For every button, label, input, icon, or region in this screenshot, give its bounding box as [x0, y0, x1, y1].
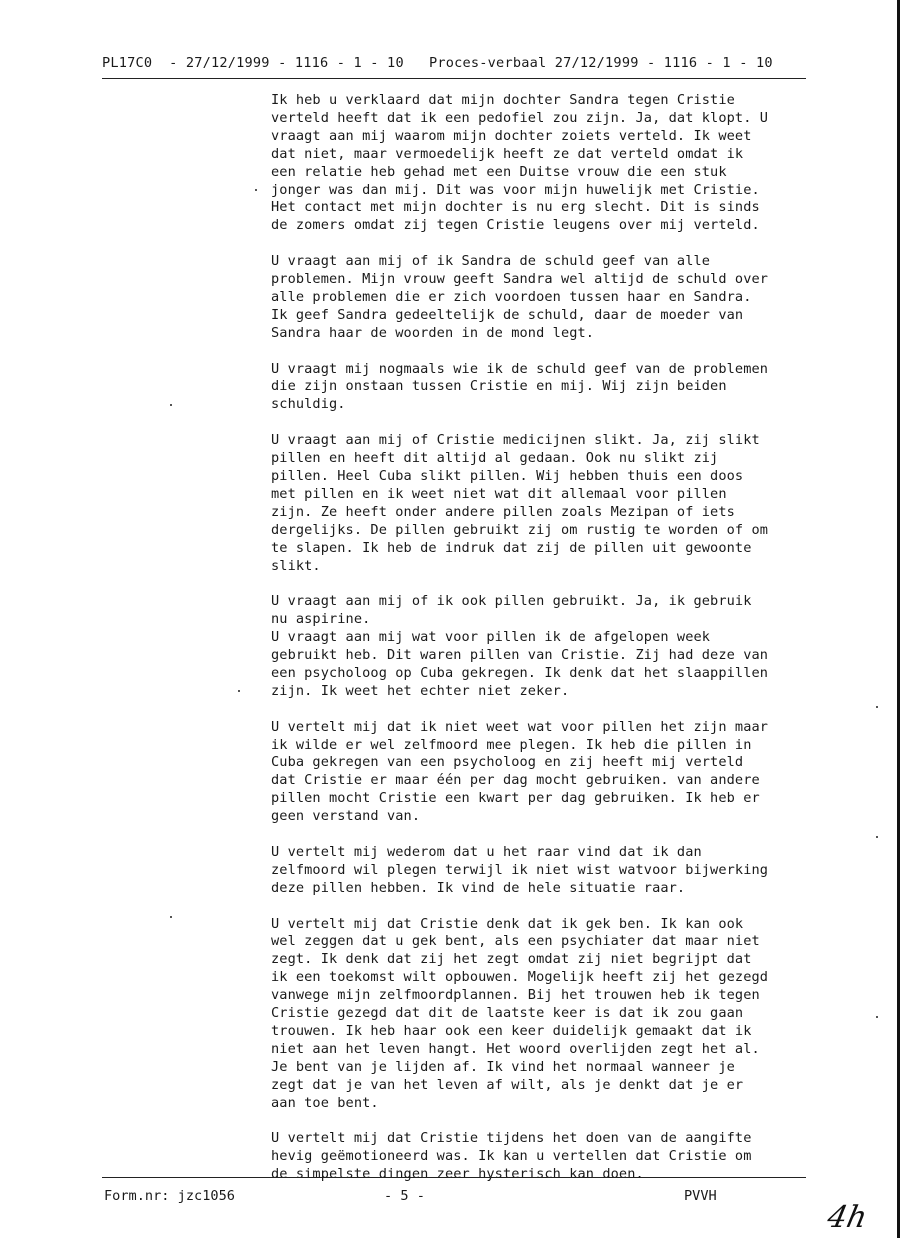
text-line: zijn. Ik weet het echter niet zeker.: [271, 682, 570, 699]
text-line: vanwege mijn zelfmoordplannen. Bij het trouwen heb ik tegen: [271, 987, 760, 1004]
text-line: de zomers omdat zij tegen Cristie leugens over mij verteld.: [271, 217, 760, 234]
text-line: zijn. Ze heeft onder andere pillen zoals Mezipan of iets: [271, 503, 735, 520]
text-line: de simpelste dingen zeer hysterisch kan doen.: [271, 1166, 644, 1183]
text-line: U vertelt mij wederom dat u het raar vind dat ik dan: [271, 843, 702, 860]
text-line: dergelijks. De pillen gebruikt zij om rustig te worden of om: [271, 521, 769, 538]
text-line: U vraagt aan mij wat voor pillen ik de afgelopen week: [271, 629, 711, 646]
scan-speck: [170, 916, 172, 918]
text-line: pillen. Heel Cuba slikt pillen. Wij hebben thuis een doos: [271, 467, 744, 484]
paragraph: [271, 629, 811, 701]
text-line: wel zeggen dat u gek bent, als een psychiater dat maar niet: [271, 933, 760, 950]
text-line: trouwen. Ik heb haar ook een keer duidelijk gemaakt dat ik: [271, 1023, 752, 1040]
scan-speck: [876, 706, 878, 708]
text-line: nu aspirine.: [271, 611, 371, 628]
text-line: dat Cristie er maar één per dag mocht gebruiken. van andere: [271, 772, 760, 789]
text-line: verteld heeft dat ik een pedofiel zou zijn. Ja, dat klopt. U: [271, 109, 769, 126]
form-number: Form.nr: jzc1056: [104, 1188, 235, 1204]
document-body: [271, 92, 811, 1184]
text-line: zelfmoord wil plegen terwijl ik niet wist watvoor bijwerking: [271, 861, 769, 878]
text-line: aan toe bent.: [271, 1094, 379, 1111]
text-line: pillen en heeft dit altijd al gedaan. Ook nu slikt zij: [271, 450, 719, 467]
text-line: te slapen. Ik heb de indruk dat zij de pillen uit gewoonte: [271, 539, 752, 556]
text-line: Sandra haar de woorden in de mond legt.: [271, 324, 595, 341]
paragraph: [271, 593, 811, 629]
scan-speck: [170, 404, 172, 406]
text-line: U vraagt aan mij of ik Sandra de schuld geef van alle: [271, 253, 711, 270]
text-line: Je bent van je lijden af. Ik vind het normaal wanneer je: [271, 1058, 735, 1075]
text-line: alle problemen die er zich voordoen tussen haar en Sandra.: [271, 288, 752, 305]
text-line: niet aan het leven hangt. Het woord overlijden zegt het al.: [271, 1040, 760, 1057]
text-line: Ik heb u verklaard dat mijn dochter Sandra tegen Cristie: [271, 92, 735, 108]
text-line: deze pillen hebben. Ik vind de hele situatie raar.: [271, 879, 686, 896]
text-line: ik een toekomst wilt opbouwen. Mogelijk heeft zij het gezegd: [271, 969, 769, 986]
text-line: die zijn onstaan tussen Cristie en mij. Wij zijn beiden: [271, 378, 727, 395]
text-line: zegt. Ik denk dat zij het zegt omdat zij niet begrijpt dat: [271, 951, 752, 968]
text-line: vraagt aan mij waarom mijn dochter zoiets verteld. Ik weet: [271, 127, 752, 144]
footer-rule: [102, 1177, 806, 1178]
text-line: dat niet, maar vermoedelijk heeft ze dat verteld omdat ik: [271, 145, 744, 162]
page-number: - 5 -: [384, 1188, 425, 1204]
text-line: Het contact met mijn dochter is nu erg slecht. Dit is sinds: [271, 199, 760, 216]
paragraph: [271, 92, 811, 235]
text-line: Cristie gezegd dat dit de laatste keer is dat ik zou gaan: [271, 1005, 744, 1022]
paragraph: [271, 361, 811, 415]
document-header: PL17C0 - 27/12/1999 - 1116 - 1 - 10 Proces-verbaal 27/12/1999 - 1116 - 1 - 10: [102, 55, 773, 71]
text-line: gebruikt heb. Dit waren pillen van Cristie. Zij had deze van: [271, 647, 769, 664]
officer-initials: PVVH: [684, 1188, 717, 1204]
text-line: U vertelt mij dat Cristie denk dat ik gek ben. Ik kan ook: [271, 915, 744, 932]
scan-speck: [876, 836, 878, 838]
header-rule: [102, 78, 806, 79]
text-line: U vertelt mij dat Cristie tijdens het doen van de aangifte: [271, 1130, 752, 1147]
text-line: geen verstand van.: [271, 808, 421, 825]
text-line: Cuba gekregen van een psycholoog en zij heeft mij verteld: [271, 754, 744, 771]
text-line: een relatie heb gehad met een Duitse vrouw die een stuk: [271, 163, 727, 180]
text-line: zegt dat je van het leven af wilt, als je denkt dat je er: [271, 1076, 744, 1093]
paragraph: [271, 253, 811, 343]
text-line: schuldig.: [271, 396, 346, 413]
text-line: U vraagt mij nogmaals wie ik de schuld geef van de problemen: [271, 360, 769, 377]
paragraph: [271, 916, 811, 1113]
text-line: pillen mocht Cristie een kwart per dag gebruiken. Ik heb er: [271, 790, 760, 807]
paragraph: [271, 719, 811, 826]
text-line: slikt.: [271, 557, 321, 574]
text-line: een psycholoog op Cuba gekregen. Ik denk dat het slaappillen: [271, 664, 769, 681]
text-line: U vraagt aan mij of Cristie medicijnen slikt. Ja, zij slikt: [271, 432, 760, 449]
text-line: jonger was dan mij. Dit was voor mijn huwelijk met Cristie.: [271, 181, 760, 198]
text-line: ik wilde er wel zelfmoord mee plegen. Ik heb die pillen in: [271, 736, 752, 753]
scan-speck: [876, 1016, 878, 1018]
scan-speck: [238, 690, 240, 692]
text-line: U vertelt mij dat ik niet weet wat voor pillen het zijn maar: [271, 718, 769, 735]
text-line: met pillen en ik weet niet wat dit allemaal voor pillen: [271, 485, 727, 502]
text-line: Ik geef Sandra gedeeltelijk de schuld, daar de moeder van: [271, 306, 744, 323]
text-line: U vraagt aan mij of ik ook pillen gebruikt. Ja, ik gebruik: [271, 593, 752, 610]
paragraph: [271, 844, 811, 898]
scan-speck: [255, 189, 257, 191]
handwritten-initials: 4h: [824, 1200, 871, 1235]
paragraph: [271, 432, 811, 575]
text-line: hevig geëmotioneerd was. Ik kan u vertellen dat Cristie om: [271, 1148, 752, 1165]
text-line: problemen. Mijn vrouw geeft Sandra wel altijd de schuld over: [271, 271, 769, 288]
